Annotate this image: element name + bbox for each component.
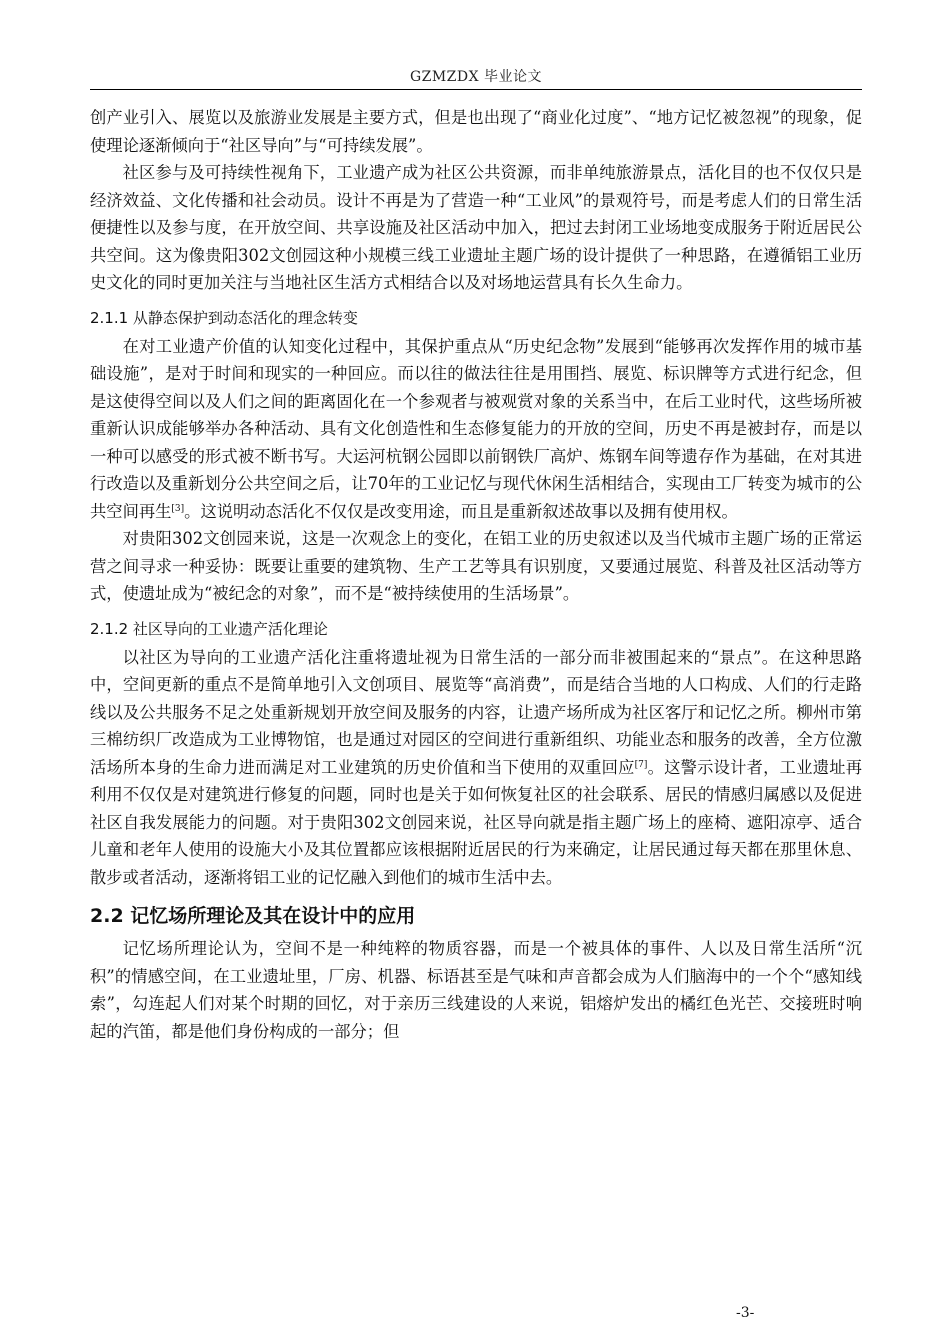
paragraph-memory-place: 记忆场所理论认为，空间不是一种纯粹的物质容器，而是一个被具体的事件、人以及日常生活所“沉积”的情感空间，在工业遗址里，厂房、机器、标语甚至是气味和声音都会成为人们脑海中的一个个“感知线索”，勾连起人们对某个时期的回忆，对于亲历三线建设的人来说，铝熔炉发出的橘红色光芒、交接班时响起的汽笛，都是他们身份构成的一部分；但 [90,939,862,1041]
paragraph-community-participation: 社区参与及可持续性视角下，工业遗产成为社区公共资源，而非单纯旅游景点，活化目的也不仅仅只是经济效益、文化传播和社会动员。设计不再是为了营造一种“工业风”的景观符号，而是考虑人们的日常生活便捷性以及参与度，在开放空间、共享设施及社区活动中加入，把过去封闭工业场地变成服务于附近居民公共空间。这为像贵阳302文创园这种小规模三线工业遗址主题广场的设计提供了一种思路，在遵循铝工业历史文化的同时更加关注与当地社区生活方式相结合以及对场地运营具有长久生命力。 [90,163,862,292]
paragraph-text: 以社区为导向的工业遗产活化注重将遗址视为日常生活的一部分而非被围起来的“景点”。在这种思路中，空间更新的重点不是简单地引入文创项目、展览等“高消费”，而是结合当地的人口构成、人们的行走路线以及公共服务不足之处重新规划开放空间及服务的内容，让遗产场所成为社区客厅和记忆之所。柳州市第三棉纺织厂改造成为工业博物馆，也是通过对园区的空间进行重新组织、功能业态和服务的改善，全方位激活场所本身的生命力进而满足对工业建筑的历史价值和当下使用的双重回应 [90,647,862,777]
paragraph-continued: 创产业引入、展览以及旅游业发展是主要方式，但是也出现了“商业化过度”、“地方记忆被忽视”的现象，促使理论逐渐倾向于“社区导向”与“可持续发展”。 [90,108,862,155]
paragraph-text: 。这警示设计者，工业遗址再利用不仅仅是对建筑进行修复的问题，同时也是关于如何恢复社区的社会联系、居民的情感归属感以及促进社区自我发展能力的问题。对于贵阳302文创园来说，社区导向就是指主题广场上的座椅、遮阳凉亭、适合儿童和老年人使用的设施大小及其位置都应该根据附近居民的行为来确定，让居民通过每天都在那里休息、散步或者活动，逐渐将铝工业的记忆融入到他们的城市生活中去。 [90,757,862,887]
section-heading-2-2: 2.2 记忆场所理论及其在设计中的应用 [90,905,416,927]
citation-ref-3: [3] [171,503,185,514]
paragraph-text: 在对工业遗产价值的认知变化过程中，其保护重点从“历史纪念物”发展到“能够再次发挥作用的城市基础设施”，是对于时间和现实的一种回应。而以往的做法往往是用围挡、展览、标识牌等方式进行纪念，但是这使得空间以及人们之间的距离固化在一个参观者与被观赏对象的关系当中，在后工业时代，这些场所被重新认识成能够举办各种活动、具有文化创造性和生态修复能力的开放的空间，历史不再是被封存，而是以一种可以感受的形式被不断书写。大运河杭钢公园即以前钢铁厂高炉、炼钢车间等遗存作为基础，在对其进行改造以及重新划分公共空间之后，让70年的工业记忆与现代休闲生活相结合，实现由工厂转变为城市的公共空间再生 [90,336,862,521]
subsection-heading-2-1-2: 2.1.2 社区导向的工业遗产活化理论 [90,619,328,638]
document-body [90,104,862,1045]
paragraph-text: 。这说明动态活化不仅仅是改变用途，而且是重新叙述故事以及拥有使用权。 [184,501,738,521]
page-number: -3- [736,1305,755,1321]
running-header: GZMZDX 毕业论文 [409,69,543,85]
paragraph-static-to-dynamic [90,333,862,526]
subsection-heading-2-1-1: 2.1.1 从静态保护到动态活化的理念转变 [90,308,358,327]
paragraph-guiyang-302: 对贵阳302文创园来说，这是一次观念上的变化，在铝工业的历史叙述以及当代城市主题广场的正常运营之间寻求一种妥协：既要让重要的建筑物、生产工艺等具有识别度，又要通过展览、科普及社区活动等方式，使遗址成为“被纪念的对象”，而不是“被持续使用的生活场景”。 [90,529,862,603]
paragraph-community-oriented [90,644,862,892]
citation-ref-7: [7] [634,759,648,770]
header-divider [90,89,862,90]
